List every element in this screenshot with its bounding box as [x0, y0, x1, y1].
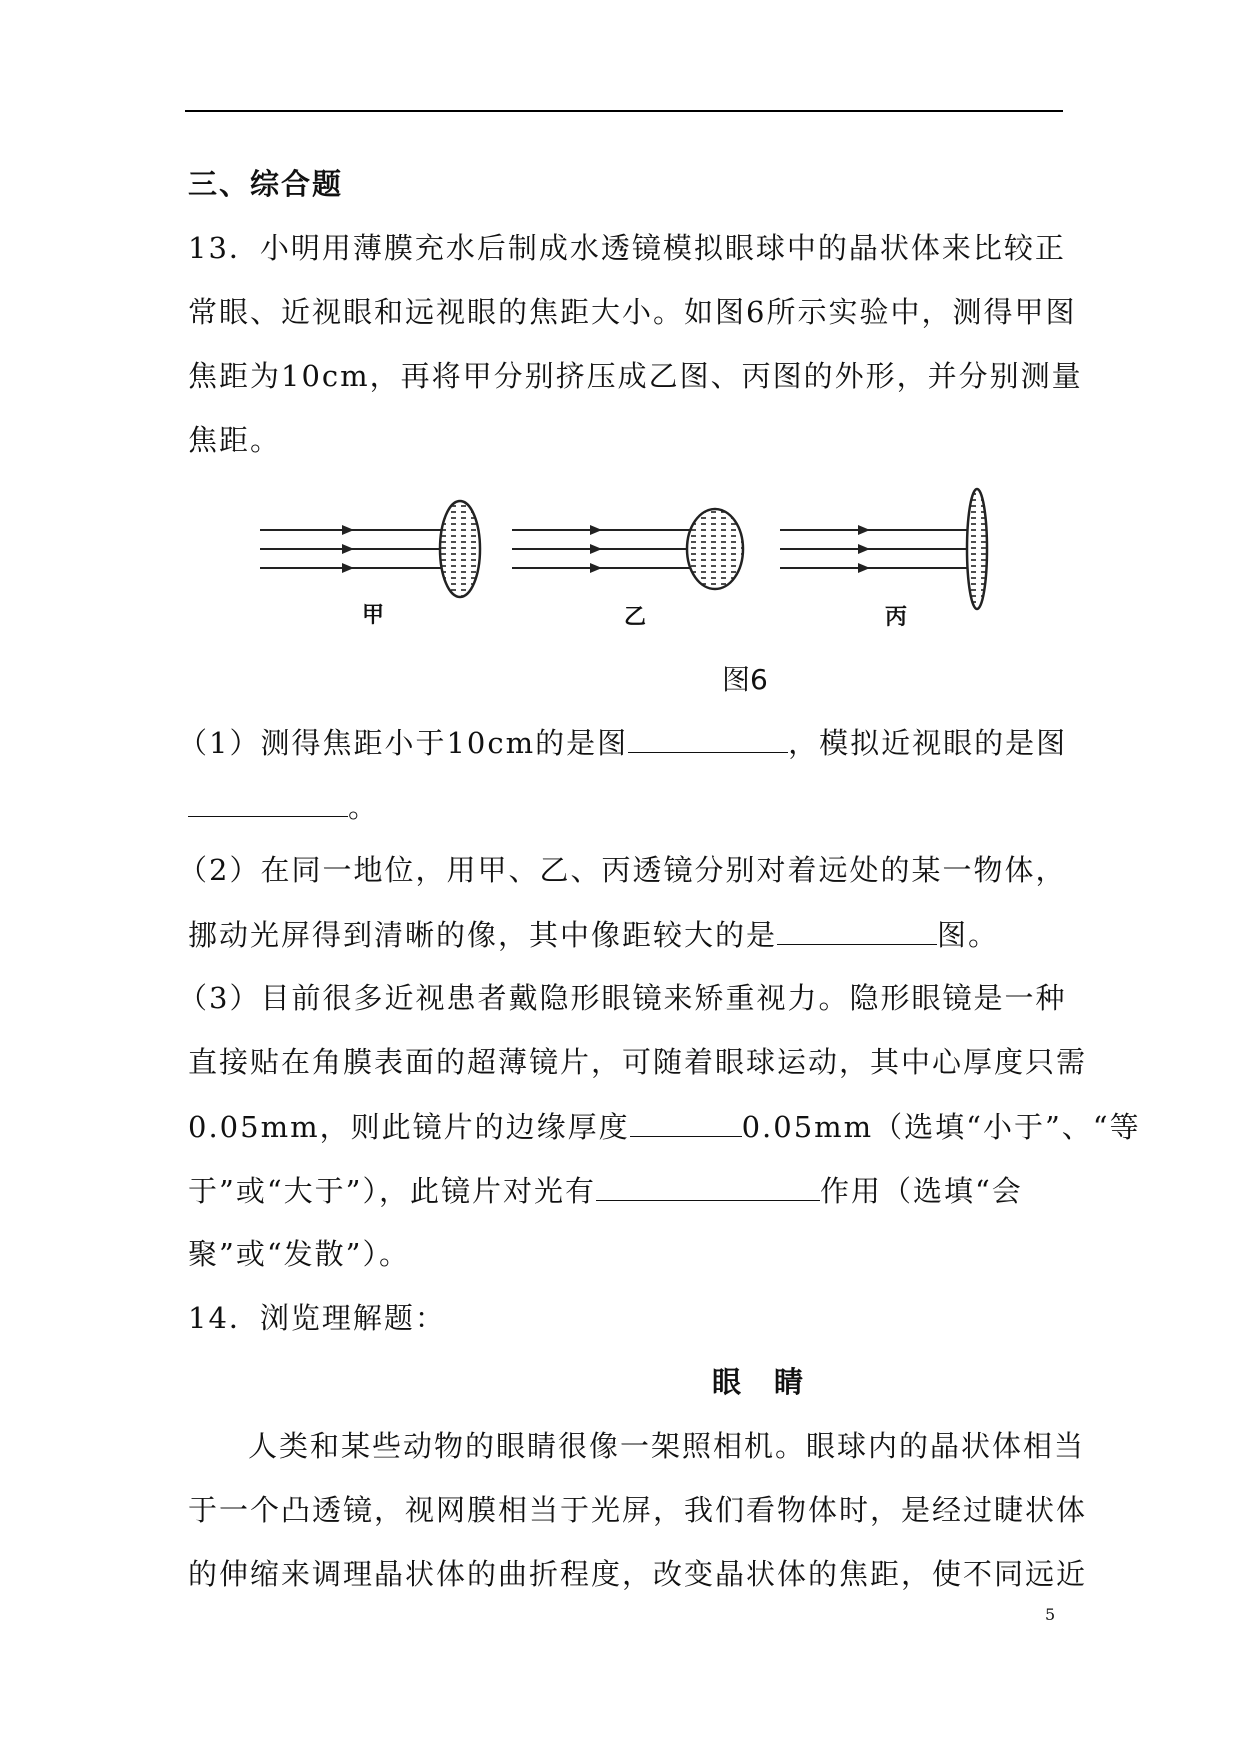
q13-sub3-line-2: 直接贴在角膜表面的超薄镜片，可随着眼球运动，其中心厚度只需 — [188, 1045, 1088, 1079]
q13-sub1 — [178, 722, 1067, 763]
q13-sub3-text-b: 0.05mm（选填“小于”、“等 — [741, 1110, 1141, 1144]
q14-line-3: 的伸缩来调理晶状体的曲折程度，改变晶状体的焦距，使不同远近 — [188, 1557, 1088, 1591]
answer-blank-2[interactable] — [188, 786, 348, 817]
answer-blank-5[interactable] — [596, 1170, 820, 1201]
q13-sub2-text-b: 图。 — [937, 918, 1000, 952]
page-number: 5 — [1045, 1605, 1056, 1624]
q13-sub3-text-a: 0.05mm，则此镜片的边缘厚度 — [188, 1110, 630, 1144]
q13-line-1: 13．小明用薄膜充水后制成水透镜模拟眼球中的晶状体来比较正 — [188, 231, 1066, 265]
q13-sub1-text-b: ，模拟近视眼的是图 — [788, 726, 1068, 760]
label-yi: 乙 — [624, 605, 647, 630]
q13-sub1-text-c: 。 — [348, 790, 380, 824]
q14-line-1: 人类和某些动物的眼睛很像一架照相机。眼球内的晶状体相当 — [248, 1429, 1086, 1463]
answer-blank-3[interactable] — [777, 914, 937, 945]
q13-sub2-line-1: （2）在同一地位，用甲、乙、丙透镜分别对着远处的某一物体， — [178, 853, 1067, 887]
q13-sub3-line-3 — [188, 1106, 1141, 1147]
lens-yi — [512, 509, 743, 589]
label-jia: 甲 — [362, 603, 385, 628]
figure-caption: 图6 — [722, 663, 768, 696]
q13-sub3-line-1: （3）目前很多近视患者戴隐形眼镜来矫重视力。隐形眼镜是一种 — [178, 981, 1067, 1015]
lens-figure — [250, 485, 990, 635]
q14-title: 眼 睛 — [712, 1365, 806, 1399]
q13-sub3-text-d: 作用（选填“会 — [819, 1174, 1023, 1208]
q13-sub2-text-a: 挪动光屏得到清晰的像，其中像距较大的是 — [188, 918, 778, 952]
q13-sub3-line-4 — [188, 1170, 1023, 1211]
q13-line-3: 焦距为10cm，再将甲分别挤压成乙图、丙图的外形，并分别测量 — [188, 359, 1083, 393]
q14-line-2: 于一个凸透镜，视网膜相当于光屏，我们看物体时，是经过睫状体 — [188, 1493, 1088, 1527]
q13-line-2: 常眼、近视眼和远视眼的焦距大小。如图6所示实验中，测得甲图 — [188, 295, 1077, 329]
label-bing: 丙 — [885, 605, 908, 630]
q13-sub1-text-a: （1）测得焦距小于10cm的是图 — [178, 726, 629, 760]
q13-sub3-line-5: 聚”或“发散”）。 — [188, 1237, 410, 1271]
header-rule — [185, 110, 1063, 112]
q13-sub2-line-2 — [188, 914, 999, 955]
section-title: 三、综合题 — [188, 167, 344, 201]
q13-sub3-text-c: 于”或“大于”），此镜片对光有 — [188, 1174, 596, 1208]
lens-bing — [780, 489, 987, 609]
answer-blank-1[interactable] — [628, 722, 788, 753]
q14-heading: 14．浏览理解题： — [188, 1301, 446, 1335]
lens-jia — [260, 501, 480, 597]
answer-blank-4[interactable] — [630, 1106, 742, 1137]
q13-sub1-cont — [188, 786, 379, 827]
q13-line-4: 焦距。 — [188, 423, 282, 457]
